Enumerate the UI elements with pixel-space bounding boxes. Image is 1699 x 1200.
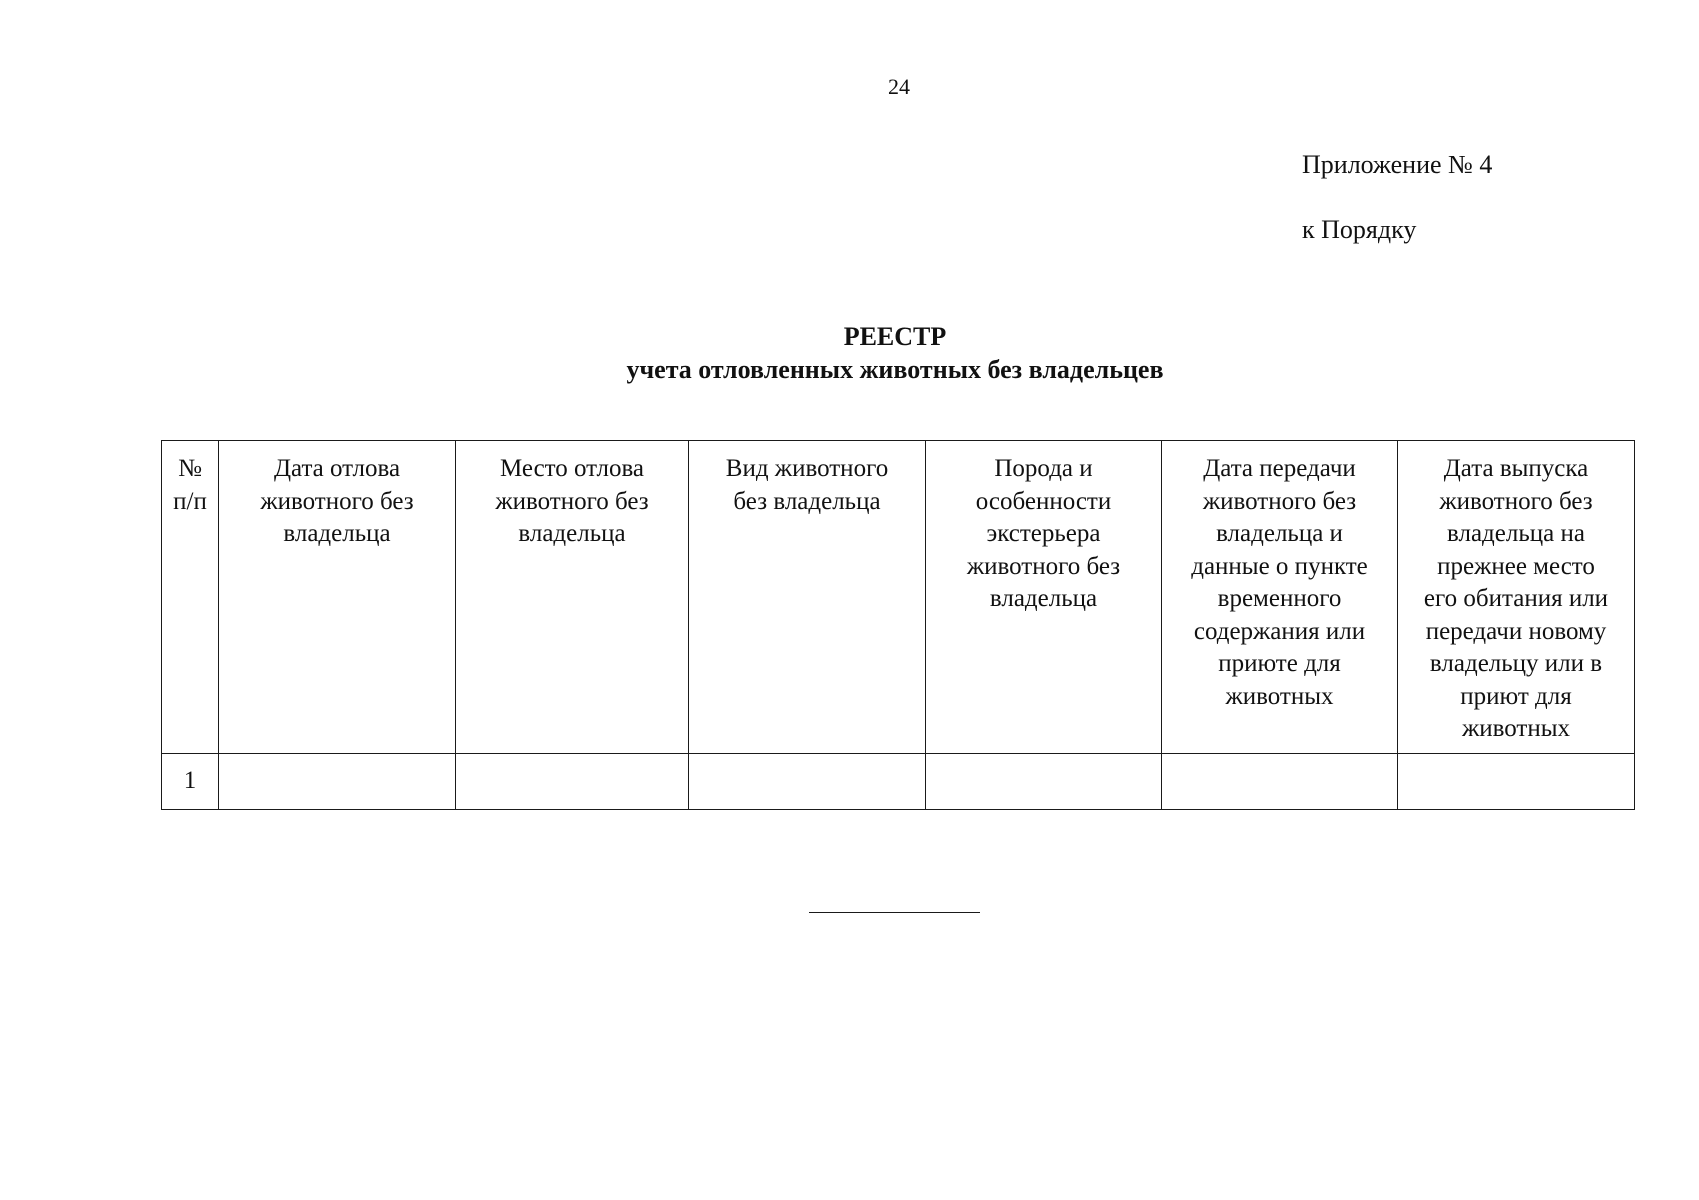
table-cell [1162, 754, 1398, 810]
header-label: Дата выпуска животного без владельца на прежнее место его обитания или передачи новому владельцу или в приют для животных [1423, 455, 1609, 742]
appendix-reference: к Порядку [1302, 215, 1417, 244]
header-cell-release-date [1398, 441, 1635, 754]
table-cell [456, 754, 689, 810]
header-cell-capture-place [456, 441, 689, 754]
header-cell-animal-type [689, 441, 926, 754]
header-cell-transfer-date [1162, 441, 1398, 754]
page-number: 24 [888, 74, 910, 99]
header-cell-number [162, 441, 219, 754]
header-label: Вид животного без владельца [725, 455, 889, 515]
header-label: Порода и особенности экстерьера животного без владельца [966, 455, 1121, 612]
appendix-label: Приложение № 4 [1302, 150, 1493, 179]
header-label: Дата передачи животного без владельца и данные о пункте временного содержания или приюте для животных [1191, 455, 1368, 710]
table-cell [926, 754, 1162, 810]
header-cell-capture-date [219, 441, 456, 754]
registry-table [161, 440, 1635, 810]
table-cell [1398, 754, 1635, 810]
table-header-row [162, 441, 1635, 754]
closing-rule [809, 912, 980, 913]
header-label: Место отлова животного без владельца [495, 455, 649, 547]
document-subtitle: учета отловленных животных без владельцев [626, 355, 1164, 384]
table-cell: 1 [162, 754, 219, 810]
table-cell [219, 754, 456, 810]
header-cell-breed [926, 441, 1162, 754]
header-label: № п/п [173, 455, 207, 515]
header-label: Дата отлова животного без владельца [260, 455, 414, 547]
table-row [162, 754, 1635, 810]
document-title: РЕЕСТР [843, 322, 947, 351]
table-cell [689, 754, 926, 810]
